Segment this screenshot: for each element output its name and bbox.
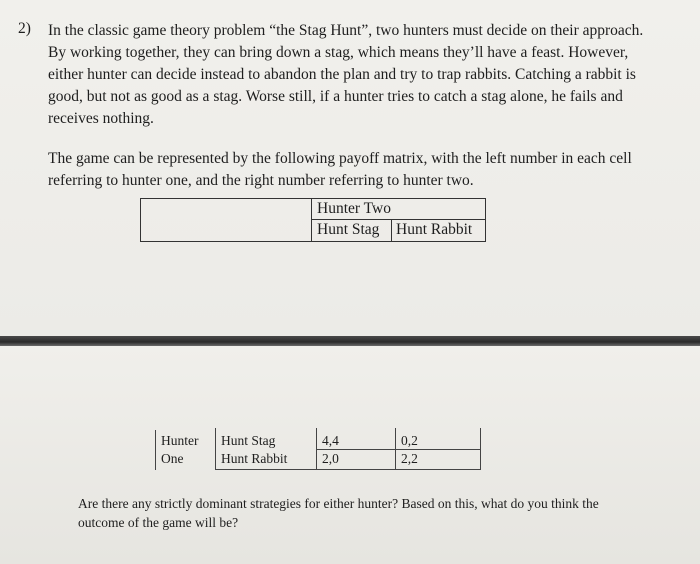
matrix-left-border (155, 430, 156, 470)
matrix-bottom-rule (215, 469, 481, 470)
matrix-header-divider (311, 198, 312, 242)
payoff-stag-rabbit: 0,2 (401, 433, 418, 448)
matrix-header-rule (311, 219, 486, 220)
matrix-description: The game can be represented by the following payoff matrix, with the left number in each cell referring to hunter one, and the right number referring to hunter two. (48, 150, 632, 189)
payoff-rabbit-stag: 2,0 (322, 451, 339, 466)
payoff-stag-stag: 4,4 (322, 433, 339, 448)
matrix-header-col-divider (391, 220, 392, 242)
column-player-label: Hunter Two (317, 200, 391, 217)
matrix-mid-rule (316, 449, 481, 450)
question-number: 2) (18, 20, 31, 37)
payoff-matrix-header (140, 198, 486, 242)
row-hunt-rabbit: Hunt Rabbit (221, 451, 288, 466)
column-hunt-stag: Hunt Stag (317, 221, 380, 238)
matrix-row-divider (215, 428, 216, 470)
row-player-label-line1: Hunter (161, 433, 199, 448)
page-divider (0, 336, 700, 346)
followup-question: Are there any strictly dominant strategies for either hunter? Based on this, what do you think the outcome of the game will be? (78, 496, 599, 530)
payoff-matrix-body (155, 428, 480, 470)
column-hunt-rabbit: Hunt Rabbit (396, 221, 473, 238)
row-player-label-line2: One (161, 451, 184, 466)
row-hunt-stag: Hunt Stag (221, 433, 276, 448)
question-intro: In the classic game theory problem “the Stag Hunt”, two hunters must decide on their approach. By working together, they can bring down a stag, which means they’ll have a feast. However, either hunter can decide instead to abandon the plan and try to trap rabbits. Catching a rabbit is good, but not as good as a stag. Worse still, if a hunter tries to catch a stag alone, he fails and receives nothing. (48, 22, 644, 127)
payoff-rabbit-rabbit: 2,2 (401, 451, 418, 466)
